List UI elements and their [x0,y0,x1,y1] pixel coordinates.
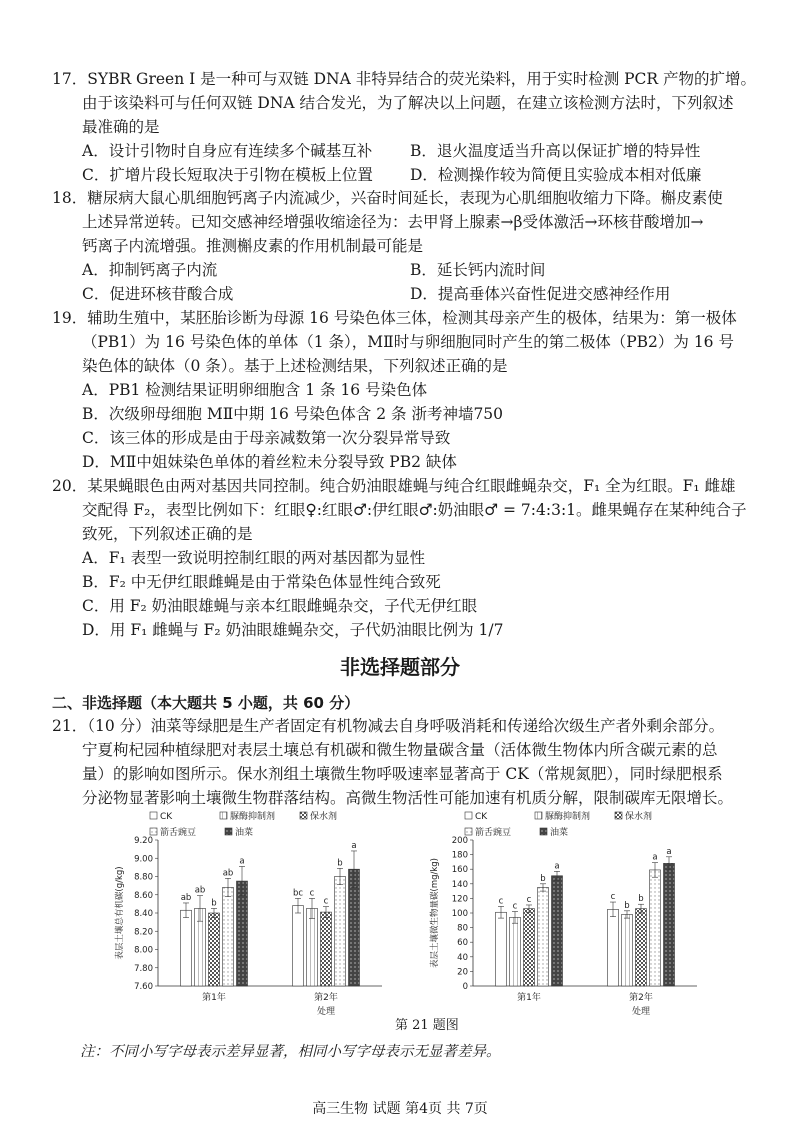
bar-1-0 [608,909,619,986]
figure-caption: 第 21 题图 [395,1018,459,1033]
y-tick-label-0: 0 [462,982,468,992]
legend-label-4: 油菜 [550,828,569,838]
q18-option-b: B．延长钙内流时间 [410,261,546,279]
y-tick-label-8: 9.20 [134,836,153,846]
legend-swatch-2 [615,812,622,819]
y-tick-label-0: 7.60 [134,982,153,992]
y-tick-label-4: 8.40 [134,909,153,919]
q19-option-b: B．次级卵母细胞 MⅡ中期 16 号染色体含 2 条 浙考神墙750 [82,405,504,423]
x-axis-label: 处理 [631,1007,651,1017]
bar-0-0 [181,910,192,986]
q19-stem-line3: 染色体的缺体（0 条）。基于上述检测结果，下列叙述正确的是 [82,357,508,375]
q20-stem-line3: 致死，下列叙述正确的是 [82,525,253,543]
y-tick-label-10: 200 [451,836,468,846]
legend-swatch-4 [225,828,232,835]
bar-1-2 [321,912,332,986]
legend-label-4: 油菜 [235,828,254,838]
sig-label-1-0: bc [292,888,304,899]
q18-stem-line3: 钙离子内流增强。推测槲皮素的作用机制最可能是 [82,237,424,255]
bar-1-3 [335,877,346,987]
q20-stem-line2: 交配得 F₂，表型比例如下：红眼♀:红眼♂:伊红眼♂:奶油眼♂ = 7:4:3:1。雌果蝇存在某种纯合子 [82,501,747,519]
mbc-bar-chart [425,806,715,1026]
page-footer: 高三生物 试题 第4页 共 7页 [312,1101,488,1117]
x-category-label-0: 第1年 [202,993,226,1003]
toc-bar-chart [110,806,400,1026]
y-tick-label-2: 8.00 [134,945,153,956]
legend-swatch-4 [540,828,547,835]
q21-stem-line3: 量）的影响如图所示。保水剂组土壤微生物呼吸速率显著高于 CK（常规氮肥），同时绿肥根系 [82,765,723,783]
y-tick-label-1: 7.80 [134,963,153,974]
bar-0-0 [496,912,507,986]
q20-option-b: B．F₂ 中无伊红眼雌蝇是由于常染色体显性纯合致死 [82,573,441,591]
q19-stem-line2: （PB1）为 16 号染色体的单体（1 条），MⅡ时与卵细胞同时产生的第二极体（PB2）为 16 号 [82,333,734,351]
y-tick-label-6: 8.80 [134,872,153,883]
legend-swatch-3 [465,828,472,835]
y-tick-label-9: 180 [451,850,468,861]
q20-option-c: C．用 F₂ 奶油眼雄蝇与亲本红眼雌蝇杂交，子代无伊红眼 [82,597,478,615]
x-category-label-1: 第2年 [314,993,338,1003]
bar-1-1 [622,914,633,986]
legend-swatch-0 [465,812,472,819]
q20-stem-line1: 20．某果蝇眼色由两对基因共同控制。纯合奶油眼雄蝇与纯合红眼雌蝇杂交，F₁ 全为红眼。F₁ 雌雄 [52,477,736,495]
sig-label-0-0: ab [180,892,192,903]
q17-stem-line3: 最准确的是 [82,118,160,136]
q18-stem-line1: 18．糖尿病大鼠心肌细胞钙离子内流减少，兴奋时间延长，表现为心肌细胞收缩力下降。槲皮素使 [52,189,723,207]
q17-option-d: D．检测操作较为简便且实验成本相对低廉 [410,166,702,184]
y-tick-label-5: 100 [451,909,468,919]
x-category-label-0: 第1年 [517,993,541,1003]
sig-label-1-2: b [638,894,644,905]
bar-0-4 [552,876,563,986]
legend-label-1: 脲酶抑制剂 [230,812,276,822]
y-axis-label: 表层土壤微生物量碳(mg/kg) [430,858,440,968]
bar-0-2 [524,909,535,986]
y-tick-label-6: 120 [451,894,468,905]
sig-label-0-3: ab [222,868,234,879]
y-tick-label-4: 80 [457,923,468,934]
x-category-label-1: 第2年 [629,993,653,1003]
q18-option-a: A．抑制钙离子内流 [82,261,218,279]
section-heading: 二、非选择题（本大题共 5 小题，共 60 分） [52,694,360,712]
q20-option-a: A．F₁ 表型一致说明控制红眼的两对基因都为显性 [82,549,426,567]
legend-label-2: 保水剂 [625,812,653,822]
sig-label-1-1: c [309,888,315,899]
q19-option-c: C．该三体的形成是由于母亲减数第一次分裂异常导致 [82,429,451,447]
sig-label-1-2: c [323,896,329,907]
legend-swatch-0 [150,812,157,819]
y-tick-label-3: 8.20 [134,927,153,938]
sig-label-0-1: c [512,901,518,912]
sig-label-1-1: b [624,900,630,911]
legend-swatch-2 [300,812,307,819]
sig-label-0-1: ab [194,885,206,896]
legend-label-3: 箭舌豌豆 [475,828,512,838]
q17-option-c: C．扩增片段长短取决于引物在模板上位置 [82,166,373,184]
q21-stem-line1: 21．（10 分）油菜等绿肥是生产者固定有机物减去自身呼吸消耗和传递给次级生产者外剩余部分。 [52,717,725,735]
bar-1-0 [293,906,304,986]
legend-swatch-3 [150,828,157,835]
sig-label-0-2: c [526,894,532,905]
sig-label-1-0: c [610,892,616,903]
q21-stem-line4: 分泌物显著影响土壤微生物群落结构。高微生物活性可能加速有机质分解，限制碳库无限增长。 [82,789,734,807]
sig-label-1-3: b [337,858,343,869]
sig-label-0-4: a [554,861,560,872]
bar-1-1 [307,908,318,986]
bar-1-4 [664,863,675,986]
q19-option-d: D．MⅡ中姐妹染色单体的着丝粒未分裂导致 PB2 缺体 [82,453,457,471]
bar-0-4 [237,881,248,986]
y-tick-label-8: 160 [451,865,468,876]
bar-0-2 [209,913,220,986]
y-tick-label-2: 40 [457,952,468,963]
bar-0-3 [223,887,234,986]
bar-1-3 [650,870,661,986]
q19-stem-line1: 19．辅助生殖中，某胚胎诊断为母源 16 号染色体三体，检测其母亲产生的极体，结果为：第一极体 [52,309,737,327]
legend-label-0: CK [160,812,173,822]
y-tick-label-7: 140 [451,879,468,890]
figure-note: 注：不同小写字母表示差异显著，相同小写字母表示无显著差异。 [80,1044,501,1060]
sig-label-0-4: a [239,856,245,867]
y-tick-label-3: 60 [457,938,468,949]
q18-option-d: D．提高垂体兴奋性促进交感神经作用 [410,285,671,303]
sig-label-1-3: a [652,852,658,863]
sig-label-0-0: c [498,896,504,907]
legend-label-0: CK [475,812,488,822]
q17-option-a: A．设计引物时自身应有连续多个碱基互补 [82,142,373,160]
legend-swatch-1 [220,812,227,819]
y-tick-label-1: 20 [457,967,468,978]
sig-label-1-4: a [351,840,357,851]
sig-label-0-2: b [211,898,217,909]
q18-option-c: C．促进环核苷酸合成 [82,285,234,303]
q18-stem-line2: 上述异常逆转。已知交感神经增强收缩途径为：去甲肾上腺素→β受体激活→环核苷酸增加→ [82,213,704,231]
legend-label-3: 箭舌豌豆 [160,828,197,838]
x-axis-label: 处理 [316,1007,336,1017]
y-tick-label-7: 9.00 [134,854,153,865]
q21-stem-line2: 宁夏枸杞园种植绿肥对表层土壤总有机碳和微生物量碳含量（活体微生物体内所含碳元素的总 [82,741,718,759]
q19-option-a: A．PB1 检测结果证明卵细胞含 1 条 16 号染色体 [82,381,428,399]
y-tick-label-5: 8.60 [134,890,153,901]
y-axis-label: 表层土壤总有机碳(g/kg) [115,866,125,960]
q17-option-b: B．退火温度适当升高以保证扩增的特异性 [410,142,701,160]
part-title: 非选择题部分 [340,655,460,679]
legend-label-2: 保水剂 [310,812,338,822]
bar-0-3 [538,887,549,986]
sig-label-0-3: b [540,873,546,884]
q17-stem-line1: 17．SYBR Green I 是一种可与双链 DNA 非特异结合的荧光染料，用于实时检测 PCR 产物的扩增。 [52,70,757,88]
q20-option-d: D．用 F₁ 雌蝇与 F₂ 奶油眼雄蝇杂交，子代奶油眼比例为 1/7 [82,621,504,639]
legend-swatch-1 [535,812,542,819]
bar-1-2 [636,909,647,986]
bar-0-1 [510,917,521,986]
sig-label-1-4: a [666,846,672,857]
legend-label-1: 脲酶抑制剂 [545,812,591,822]
q17-stem-line2: 由于该染料可与任何双链 DNA 结合发光，为了解决以上问题，在建立该检测方法时，下列叙述 [82,94,734,112]
